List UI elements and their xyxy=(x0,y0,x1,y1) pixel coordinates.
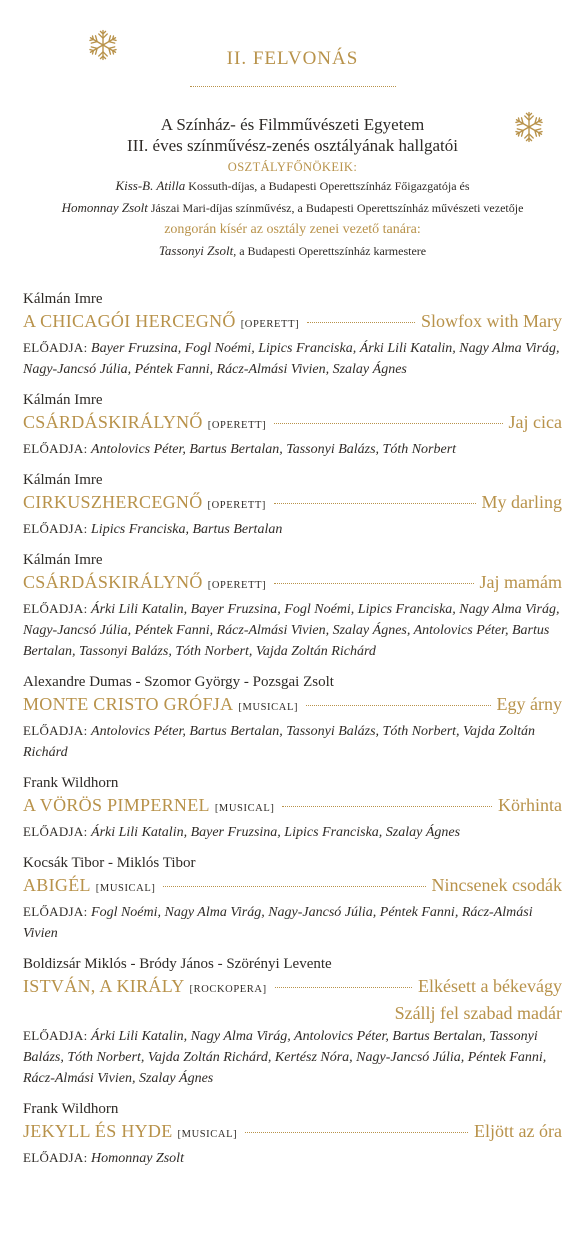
genre-tag: [MUSICAL] xyxy=(177,1129,238,1140)
song-title: Jaj cica xyxy=(508,412,562,432)
head1-credit xyxy=(0,175,585,197)
dot-leader xyxy=(275,987,412,988)
head1-desc: Kossuth-díjas, a Budapesti Operettszínház Főigazgatója és xyxy=(188,179,470,193)
song-title: Jaj mamám xyxy=(479,572,562,592)
composer: Kocsák Tibor - Miklós Tibor xyxy=(23,855,196,871)
genre-tag: [OPERETT] xyxy=(207,580,267,591)
performers-label: ELŐADJA: xyxy=(23,1150,88,1165)
show-title: ISTVÁN, A KIRÁLY xyxy=(23,976,185,996)
pianist-credit xyxy=(0,240,585,262)
show-title: A CHICAGÓI HERCEGNŐ xyxy=(23,311,236,331)
program-item xyxy=(23,853,562,944)
song-title: Elkésett a békevágy xyxy=(418,976,562,996)
composer: Kálmán Imre xyxy=(23,291,103,307)
program-item xyxy=(23,954,562,1089)
dot-leader xyxy=(274,503,476,504)
composer: Kálmán Imre xyxy=(23,552,103,568)
title-line xyxy=(23,410,562,438)
performer-names: Árki Lili Katalin, Nagy Alma Virág, Antolovics Péter, Bartus Bertalan, Tassonyi Balázs, Tóth Norbert, Vajda Zoltán Richárd, Kertész Nóra, Nagy-Jancsó Júlia, Péntek Fanni, Rácz-Almási Vivien, Szalay Ágnes xyxy=(23,1029,547,1086)
title-line xyxy=(23,873,562,901)
performer-names: Antolovics Péter, Bartus Bertalan, Tassonyi Balázs, Tóth Norbert, Vajda Zoltán Richárd xyxy=(23,724,536,760)
song-title: Eljött az óra xyxy=(474,1121,562,1141)
performers xyxy=(23,518,562,540)
head2-credit xyxy=(0,197,585,219)
performers xyxy=(23,337,562,380)
performers xyxy=(23,438,562,460)
show-title: ABIGÉL xyxy=(23,875,91,895)
title-line xyxy=(23,692,562,720)
title-line xyxy=(23,974,562,1002)
performer-names: Árki Lili Katalin, Bayer Fruzsina, Fogl Noémi, Lipics Franciska, Nagy Alma Virág, Nagy-Jancsó Júlia, Péntek Fanni, Rácz-Almási Vivien, Szalay Ágnes, Antolovics Péter, Bartus Bertalan, Tassonyi Balázs, Tóth Norbert, Vajda Zoltán Richárd xyxy=(23,602,560,659)
genre-tag: [OPERETT] xyxy=(240,319,300,330)
show-title: CSÁRDÁSKIRÁLYNŐ xyxy=(23,572,203,592)
performer-names: Lipics Franciska, Bartus Bertalan xyxy=(91,522,283,537)
program-item xyxy=(23,1099,562,1169)
heads-label: OSZTÁLYFŐNÖKEIK: xyxy=(227,160,358,174)
performers xyxy=(23,901,562,944)
title-line xyxy=(23,793,562,821)
head2-name: Homonnay Zsolt xyxy=(61,200,148,215)
performers-label: ELŐADJA: xyxy=(23,521,88,536)
composer: Alexandre Dumas - Szomor György - Pozsgai Zsolt xyxy=(23,674,334,690)
dot-leader xyxy=(274,423,502,424)
composer: Kálmán Imre xyxy=(23,392,103,408)
dot-leader xyxy=(245,1132,468,1133)
performer-names: Homonnay Zsolt xyxy=(91,1151,184,1166)
program-item xyxy=(23,672,562,763)
genre-tag: [OPERETT] xyxy=(207,500,266,511)
performers xyxy=(23,720,562,763)
program-item xyxy=(23,390,562,460)
composer: Frank Wildhorn xyxy=(23,775,119,791)
title-divider xyxy=(190,86,396,87)
composer: Boldizsár Miklós - Bródy János - Szörényi Levente xyxy=(23,956,332,972)
song-title: Slowfox with Mary xyxy=(421,311,562,331)
show-title: CSÁRDÁSKIRÁLYNŐ xyxy=(23,412,203,432)
genre-tag: [ROCKOPERA] xyxy=(189,984,267,995)
piano-label: zongorán kísér az osztály zenei vezető tanára: xyxy=(164,222,421,237)
performers-label: ELŐADJA: xyxy=(23,1028,88,1043)
program-item xyxy=(23,289,562,380)
song-title: Egy árny xyxy=(496,694,562,714)
show-title: MONTE CRISTO GRÓFJA xyxy=(23,694,234,714)
show-title: CIRKUSZHERCEGNŐ xyxy=(23,492,203,512)
title-line xyxy=(23,1119,562,1147)
song-title-continued: Szállj fel szabad madár xyxy=(394,1003,562,1023)
performers-label: ELŐADJA: xyxy=(23,441,88,456)
dot-leader xyxy=(163,886,425,887)
title-line xyxy=(23,490,562,518)
head2-desc: Jászai Mari-díjas színművész, a Budapesti Operettszínház művészeti vezetője xyxy=(150,201,524,215)
song-title: Körhinta xyxy=(498,795,562,815)
composer: Frank Wildhorn xyxy=(23,1101,119,1117)
performers-label: ELŐADJA: xyxy=(23,340,88,355)
performer-names: Fogl Noémi, Nagy Alma Virág, Nagy-Jancsó Júlia, Péntek Fanni, Rácz-Almási Vivien xyxy=(23,905,533,941)
genre-tag: [MUSICAL] xyxy=(95,883,156,894)
performer-names: Antolovics Péter, Bartus Bertalan, Tassonyi Balázs, Tóth Norbert xyxy=(91,442,457,457)
university-line: A Színház- és Filmművészeti Egyetem xyxy=(160,115,425,134)
dot-leader xyxy=(307,322,415,323)
program-item xyxy=(23,773,562,843)
song-title: My darling xyxy=(481,492,562,512)
title-line xyxy=(23,570,562,598)
intro-block xyxy=(0,114,585,262)
performers xyxy=(23,1025,562,1089)
performers-label: ELŐADJA: xyxy=(23,824,88,839)
composer: Kálmán Imre xyxy=(23,472,103,488)
performers xyxy=(23,598,562,662)
dot-leader xyxy=(274,583,473,584)
program-item xyxy=(23,550,562,662)
performers-label: ELŐADJA: xyxy=(23,904,88,919)
show-title: JEKYLL ÉS HYDE xyxy=(23,1121,173,1141)
pianist-name: Tassonyi Zsolt xyxy=(158,243,234,258)
class-line: III. éves színművész-zenés osztályának hallgatói xyxy=(127,136,458,155)
performer-names: Bayer Fruzsina, Fogl Noémi, Lipics Franciska, Árki Lili Katalin, Nagy Alma Virág, Nagy-Jancsó Júlia, Péntek Fanni, Rácz-Almási Vivien, Szalay Ágnes xyxy=(23,341,560,377)
pianist-desc: , a Budapesti Operettszínház karmestere xyxy=(233,244,427,258)
dot-leader xyxy=(306,705,490,706)
program-item xyxy=(23,470,562,540)
act-title: II. FELVONÁS xyxy=(226,48,359,69)
head1-name: Kiss-B. Atilla xyxy=(115,178,186,193)
performer-names: Árki Lili Katalin, Bayer Fruzsina, Lipics Franciska, Szalay Ágnes xyxy=(91,825,461,840)
genre-tag: [OPERETT] xyxy=(207,420,267,431)
performers-label: ELŐADJA: xyxy=(23,601,88,616)
performers xyxy=(23,821,562,843)
performers-label: ELŐADJA: xyxy=(23,723,88,738)
genre-tag: [MUSICAL] xyxy=(238,702,299,713)
song-title: Nincsenek csodák xyxy=(431,875,562,895)
program-list xyxy=(23,289,562,1179)
dot-leader xyxy=(282,806,492,807)
show-title: A VÖRÖS PIMPERNEL xyxy=(23,795,210,815)
title-line xyxy=(23,309,562,337)
genre-tag: [MUSICAL] xyxy=(214,803,275,814)
performers xyxy=(23,1147,562,1169)
